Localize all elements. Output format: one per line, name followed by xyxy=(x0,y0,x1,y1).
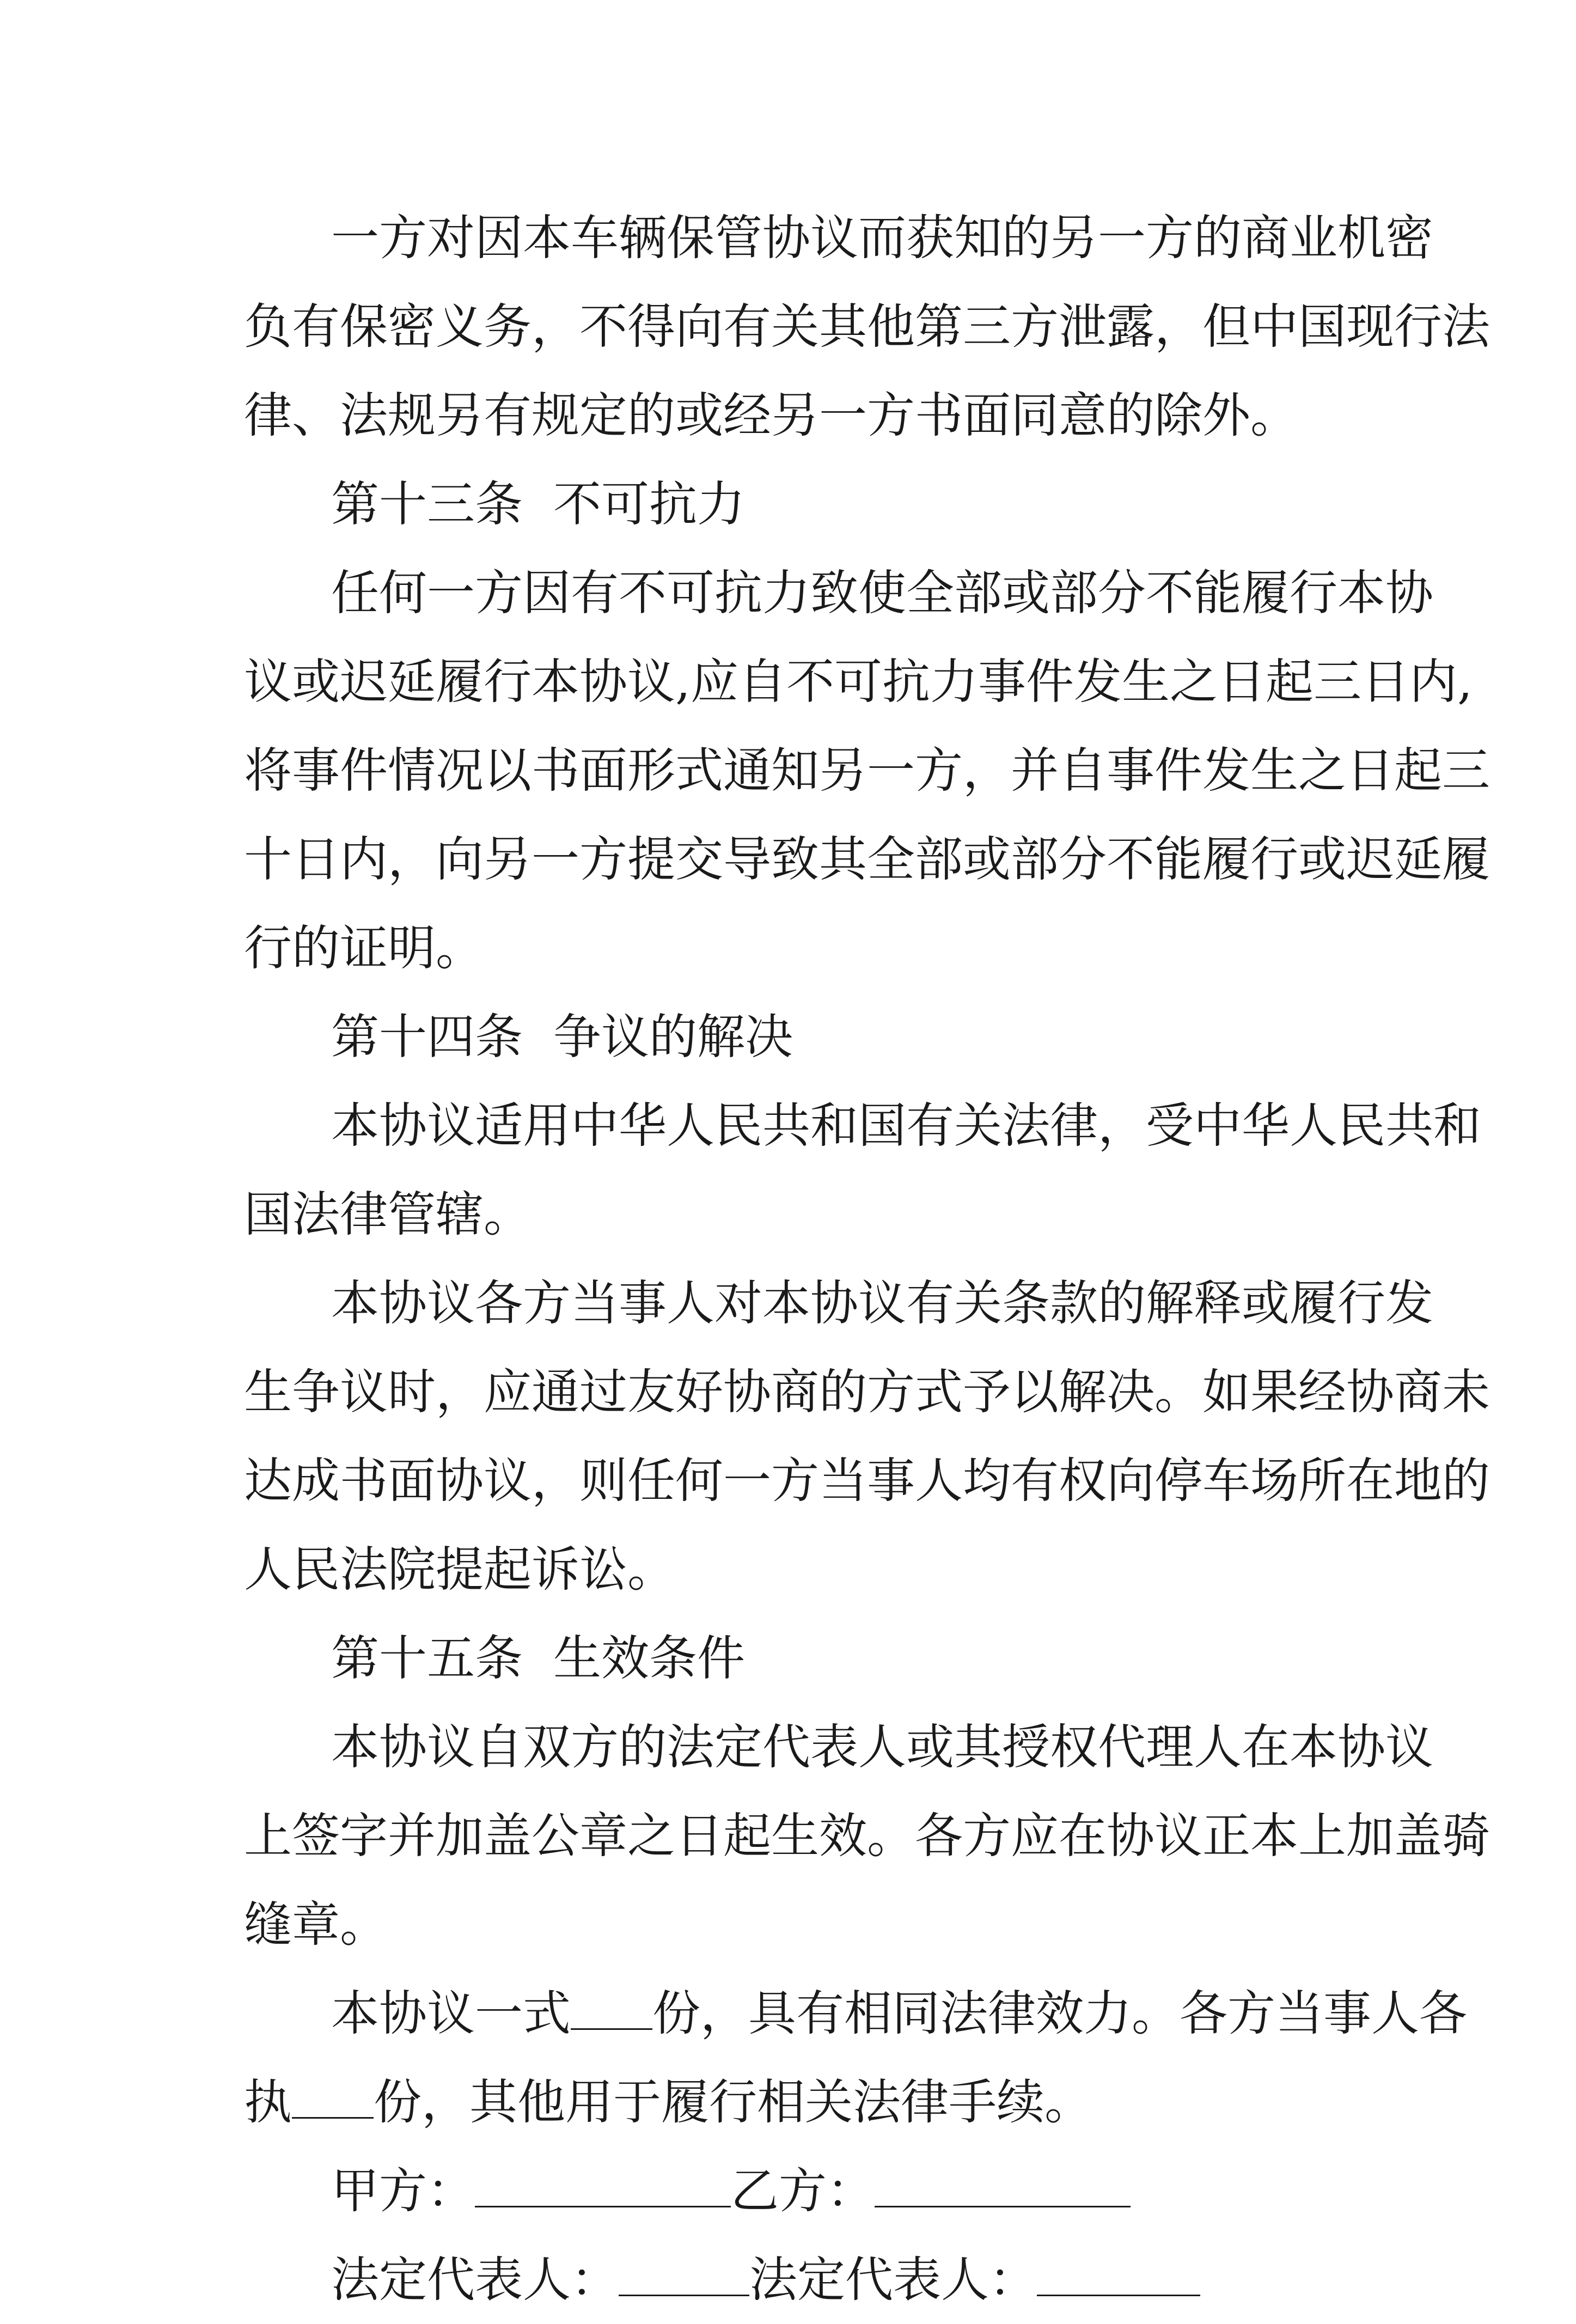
confidentiality-line-3: 律、法规另有规定的或经另一方书面同意的除外。 xyxy=(244,387,1299,443)
confidentiality-line-1: 一方对因本车辆保管协议而获知的另一方的商业机密 xyxy=(331,210,1434,266)
dispute-line-1: 本协议各方当事人对本协议有关条款的解释或履行发 xyxy=(331,1275,1434,1331)
copies-line-2 xyxy=(244,2058,1351,2146)
document-page xyxy=(244,193,1491,2324)
rep-b-label: 法定代表人： xyxy=(749,2252,1037,2308)
copies-total-blank[interactable] xyxy=(571,1990,652,2030)
copies-each-after: 份，其他用于履行相关法律手续。 xyxy=(374,2074,1093,2130)
dispute-line-2: 生争议时，应通过友好协商的方式予以解决。如果经协商未 xyxy=(244,1364,1491,1420)
article-13-heading: 第十三条 不可抗力 xyxy=(331,476,745,532)
effectiveness-line-3: 缝章。 xyxy=(244,1896,388,1953)
force-majeure-line-4: 十日内，向另一方提交导致其全部或部分不能履行或迟延履 xyxy=(244,831,1491,887)
force-majeure-line-1: 任何一方因有不可抗力致使全部或部分不能履行本协 xyxy=(331,565,1434,621)
force-majeure-line-3: 将事件情况以书面形式通知另一方，并自事件发生之日起三 xyxy=(244,742,1491,798)
effectiveness-line-2: 上签字并加盖公章之日起生效。各方应在协议正本上加盖骑 xyxy=(244,1808,1491,1864)
force-majeure-line-2: 议或迟延履行本协议,应自不可抗力事件发生之日起三日内, xyxy=(244,654,1473,710)
article-15-heading: 第十五条 生效条件 xyxy=(331,1630,745,1686)
copies-text-before: 本协议一式 xyxy=(331,1985,571,2041)
article-14-heading: 第十四条 争议的解决 xyxy=(331,1009,793,1065)
force-majeure-line-5: 行的证明。 xyxy=(244,920,484,976)
dispute-line-3: 达成书面协议，则任何一方当事人均有权向停车场所在地的 xyxy=(244,1453,1491,1509)
confidentiality-line-2: 负有保密义务，不得向有关其他第三方泄露，但中国现行法 xyxy=(244,298,1491,355)
effectiveness-line-1: 本协议自双方的法定代表人或其授权代理人在本协议 xyxy=(331,1719,1434,1775)
copies-each-before: 执 xyxy=(244,2074,292,2130)
dispute-line-4: 人民法院提起诉讼。 xyxy=(244,1541,676,1597)
governing-law-line-2: 国法律管辖。 xyxy=(244,1186,532,1242)
party-signature-line xyxy=(244,2146,1351,2235)
rep-a-label: 法定代表人： xyxy=(331,2252,619,2308)
copies-line-1 xyxy=(244,1969,1468,2058)
rep-signature-line xyxy=(244,2235,1351,2324)
governing-law-line-1: 本协议适用中华人民共和国有关法律，受中华人民共和 xyxy=(331,1097,1482,1154)
party-b-label: 乙方： xyxy=(731,2163,875,2219)
party-b-blank[interactable] xyxy=(875,2168,1131,2207)
copies-each-blank[interactable] xyxy=(292,2079,374,2119)
party-a-blank[interactable] xyxy=(475,2168,731,2207)
rep-b-blank[interactable] xyxy=(1037,2256,1200,2296)
party-a-label: 甲方： xyxy=(331,2163,475,2219)
rep-a-blank[interactable] xyxy=(619,2256,749,2296)
copies-text-after: 份，具有相同法律效力。各方当事人各 xyxy=(652,1985,1468,2041)
